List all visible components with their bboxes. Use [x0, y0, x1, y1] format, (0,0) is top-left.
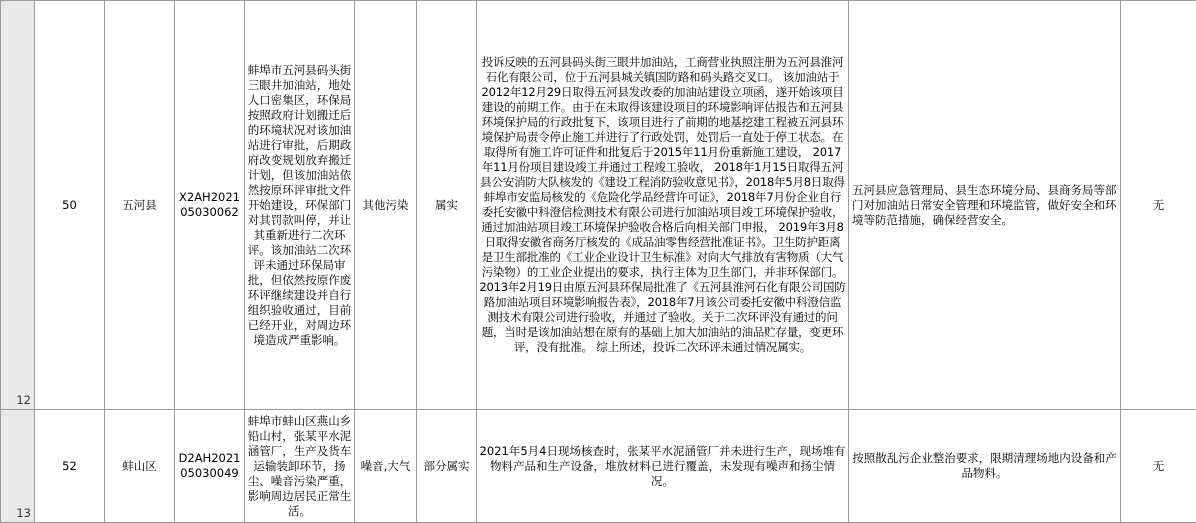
row-number-cell[interactable]: 13 — [1, 410, 35, 523]
investigation-cell[interactable]: 2021年5月4日现场核查时，张某平水泥涵管厂并未进行生产，现场堆有物料产品和生产设备，堆放材料已进行覆盖，未发现有噪声和扬尘情况。 — [477, 410, 849, 523]
accountability-cell[interactable]: 无 — [1121, 1, 1196, 410]
accountability-cell[interactable]: 无 — [1121, 410, 1196, 523]
result-cell[interactable]: 部分属实 — [417, 410, 477, 523]
row-number-cell[interactable]: 12 — [1, 1, 35, 410]
handling-cell[interactable]: 按照散乱污企业整治要求，限期清理场地内设备和产品物料。 — [849, 410, 1121, 523]
code-cell[interactable] — [175, 410, 245, 523]
code-line-1: X2AH2021 — [179, 190, 240, 204]
seq-cell[interactable]: 50 — [35, 1, 105, 410]
handling-cell[interactable]: 五河县应急管理局、县生态环境分局、县商务局等部门对加油站日常安全管理和环境监管，做好安全和环境等防范措施，确保经营安全。 — [849, 1, 1121, 410]
code-line-2: 05030062 — [180, 205, 239, 219]
seq-cell[interactable]: 52 — [35, 410, 105, 523]
pollution-type-cell[interactable]: 噪音,大气 — [355, 410, 417, 523]
table-row-12[interactable] — [1, 1, 1196, 410]
code-cell[interactable] — [175, 1, 245, 410]
district-cell[interactable]: 蚌山区 — [105, 410, 175, 523]
table-row-13[interactable] — [1, 410, 1196, 523]
district-cell[interactable]: 五河县 — [105, 1, 175, 410]
code-line-2: 05030049 — [180, 466, 239, 480]
result-cell[interactable]: 属实 — [417, 1, 477, 410]
investigation-cell[interactable]: 投诉反映的五河县码头街三眼井加油站，工商营业执照注册为五河县淮河石化有限公司，位于五河县城关镇国防路和码头路交叉口。 该加油站于2012年12月29日取得五河县发改委的加油站建设立项函，遂开始该项目建设的前期工作。由于在未取得该建设项目的环境影响评估报告和五河县环境保护局的行政批复下，该项目进行了前期的地基挖建工程被五河县环境保护局责令停止施工并进行了行政处罚，处罚后一直处于停工状态。在取得所有施工许可证件和批复后于2015年11月份重新施工建设， 2017年11月份项目建设竣工并通过工程竣工验收， 2018年1月15日取得五河县公安消防大队核发的《建设工程消防验收意见书》，2018年5月8日取得蚌埠市安监局核发的《危险化学品经营许可证》，2018年7月份企业自行委托安徽中科澄信检测技术有限公司进行加油站项目竣工环境保护验收，通过加油站项目竣工环境保护验收合格后向相关部门申报， 2019年3月8日取得安徽省商务厅核发的《成品油零售经营批准证书》。卫生防护距离是卫生部批准的《工业企业设计卫生标准》对向大气排放有害物质（大气污染物）的工业企业提出的要求，执行主体为卫生部门，并非环保部门。 2013年2月19日由原五河县环保局批准了《五河县淮河石化有限公司国防路加油站项目环境影响报告表》，2018年7月该公司委托安徽中科澄信监测技术有限公司进行验收，并通过了验收。关于二次环评没有通过的问题，当时是该加油站想在原有的基础上加大加油站的油品贮存量，变更环评，没有批准。 综上所述，投诉二次环评未通过情况属实。 — [477, 1, 849, 410]
pollution-type-cell[interactable]: 其他污染 — [355, 1, 417, 410]
complaint-cell[interactable]: 蚌埠市五河县码头街三眼井加油站，地处人口密集区，环保局按照政府计划搬迁后的环境状况对该加油站进行审批，后期政府改变规划放弃搬迁计划，但该加油站依然按原环评审批文件开始建设，环保部门对其罚款叫停，并让其重新进行二次环评。该加油站二次环评未通过环保局审批，但依然按原作废环评继续建设并自行组织验收通过，目前已经开业，对周边环境造成严重影响。 — [245, 1, 355, 410]
code-line-1: D2AH2021 — [179, 451, 241, 465]
complaint-cell[interactable]: 蚌埠市蚌山区燕山乡铅山村，张某平水泥涵管厂，生产及货车运输装卸环节，扬尘、噪音污染严重，影响周边居民正常生活。 — [245, 410, 355, 523]
